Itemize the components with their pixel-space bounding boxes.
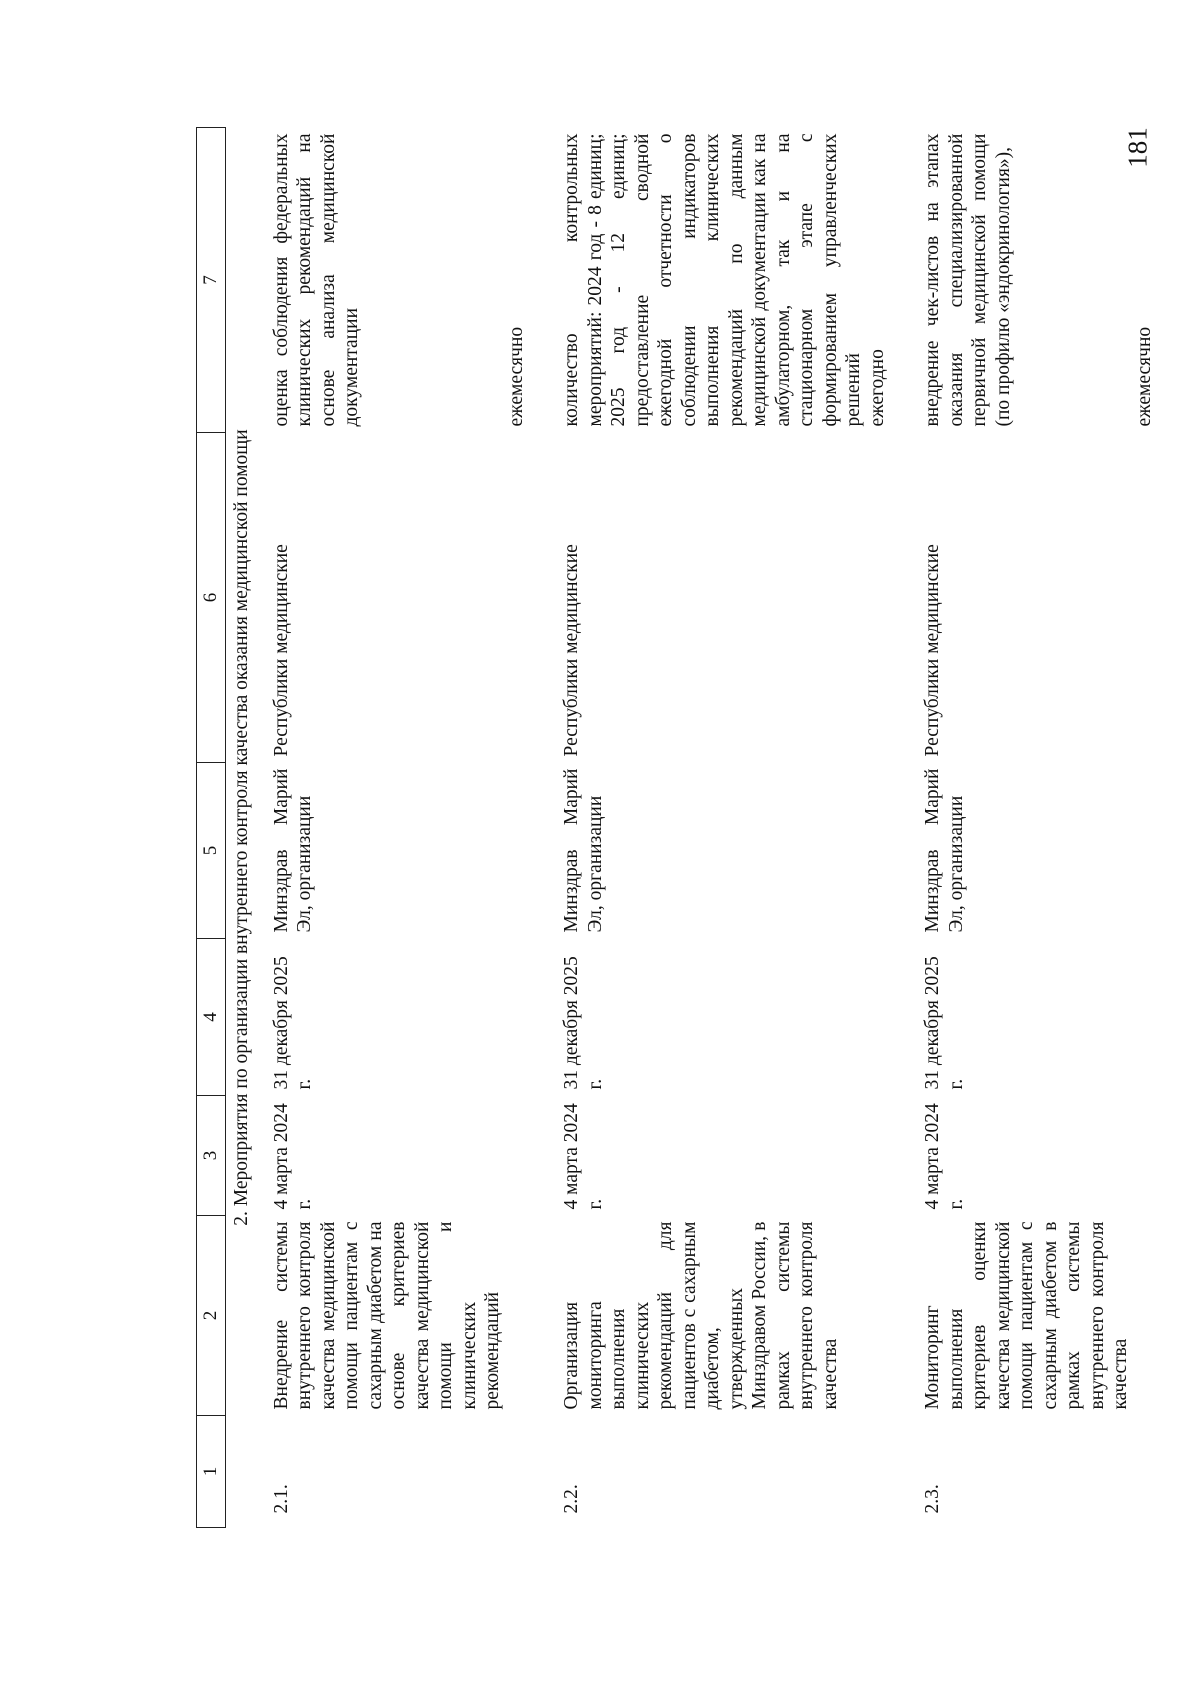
row-responsible: Минздрав Марий Эл, организации bbox=[561, 768, 606, 933]
header-col-3: 3 bbox=[197, 1096, 226, 1216]
row-result-and-frequency bbox=[264, 128, 505, 433]
row-frequency: ежемесячно bbox=[505, 326, 527, 427]
header-col-4: 4 bbox=[197, 939, 226, 1096]
row-frequency: ежегодно bbox=[866, 349, 888, 427]
row-responsible-extra: Республики медицинские bbox=[270, 544, 292, 757]
row-responsible-extra: Республики медицинские bbox=[561, 544, 582, 757]
row-result-and-frequency bbox=[915, 128, 1133, 433]
row-frequency-line bbox=[505, 128, 529, 1528]
row-result-and-frequency bbox=[554, 128, 866, 433]
row-responsible-extra: Республики медицинские bbox=[922, 544, 943, 757]
row-name: Организация мониторинга выполнения клинических рекомендаций для пациентов с сахарным диабетом, утвержденных Минздравом России, в рамках системы внутреннего контроля качества bbox=[561, 1221, 841, 1410]
table-row bbox=[264, 128, 505, 1528]
row-end-date: 31 декабря 2025 г. bbox=[561, 956, 606, 1090]
table-row bbox=[915, 128, 1133, 1528]
row-frequency: ежемесячно bbox=[1133, 326, 1155, 427]
row-responsible: Минздрав Марий Эл, организации bbox=[922, 768, 967, 933]
row-number: 2.2. bbox=[561, 1484, 582, 1514]
row-end-date: 31 декабря 2025 г. bbox=[922, 956, 967, 1090]
header-col-1: 1 bbox=[197, 1416, 226, 1528]
row-frequency-line bbox=[866, 128, 890, 1528]
row-result: оценка соблюдения федеральных клинических рекомендаций на основе анализа медицинской документации bbox=[270, 133, 362, 427]
row-number: 2.3. bbox=[922, 1484, 943, 1514]
header-col-2: 2 bbox=[197, 1216, 226, 1416]
row-result: количество контрольных мероприятий: 2024 год - 8 единиц; 2025 год - 12 единиц; предоставление сводной ежегодной отчетности о соблюдении индикаторов выполнения клинических рекомендаций по данным медицинской документации как на амбулаторном, так и на стационарном этапе с формированием управленческих решений bbox=[561, 133, 864, 427]
row-responsible: Минздрав Марий Эл, организации bbox=[270, 768, 315, 933]
row-start-date: 4 марта 2024 г. bbox=[561, 1103, 606, 1210]
header-col-7: 7 bbox=[197, 128, 226, 433]
plan-table bbox=[196, 127, 1156, 1528]
row-result: внедрение чек-листов на этапах оказания специализированной первичной медицинской помощи (по профилю «эндокринология»), bbox=[922, 133, 1014, 427]
row-name: Внедрение системы внутреннего контроля качества медицинской помощи пациентам с сахарным диабетом на основе критериев качества медицинской помощи и клинических рекомендаций bbox=[270, 1221, 503, 1410]
section-row bbox=[226, 128, 264, 1528]
section-title: 2. Мероприятия по организации внутреннего контроля качества оказания медицинской помощи bbox=[231, 429, 252, 1226]
row-frequency-line bbox=[1133, 128, 1157, 1528]
page-number: 181 bbox=[1122, 127, 1153, 168]
rotated-table-container bbox=[196, 128, 1200, 1528]
header-col-6: 6 bbox=[197, 433, 226, 763]
row-number: 2.1. bbox=[270, 1484, 292, 1514]
header-row bbox=[197, 128, 226, 1528]
row-start-date: 4 марта 2024 г. bbox=[270, 1103, 315, 1210]
row-end-date: 31 декабря 2025 г. bbox=[270, 956, 315, 1090]
row-start-date: 4 марта 2024 г. bbox=[922, 1103, 967, 1210]
header-col-5: 5 bbox=[197, 763, 226, 939]
row-name: Мониторинг выполнения критериев оценки качества медицинской помощи пациентам с сахарным диабетом в рамках системы внутреннего контроля качества bbox=[922, 1221, 1131, 1410]
table-row bbox=[554, 128, 866, 1528]
